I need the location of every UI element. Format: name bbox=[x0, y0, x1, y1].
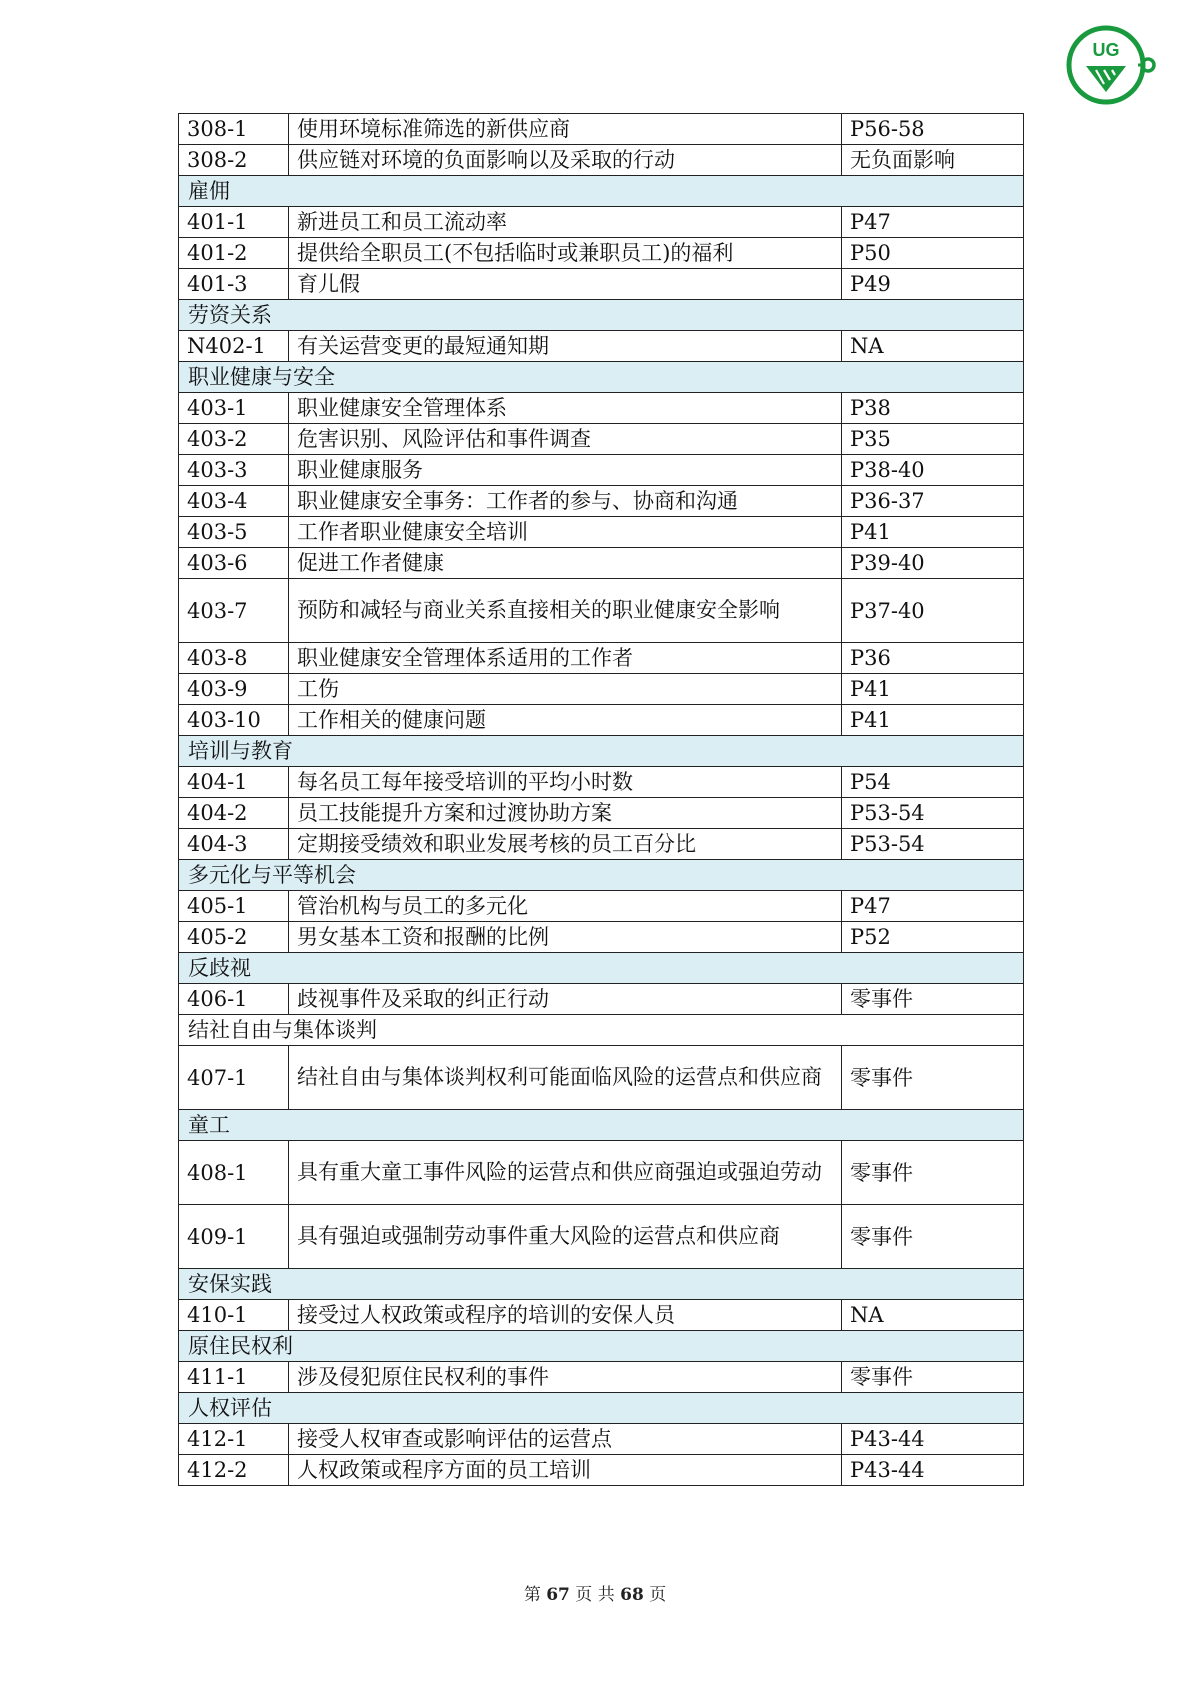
gri-index-table bbox=[178, 113, 1024, 1486]
footer-page-number: 67 bbox=[546, 1585, 570, 1605]
indicator-description: 职业健康安全管理体系 bbox=[289, 393, 842, 424]
indicator-code: 401-2 bbox=[179, 238, 289, 269]
page-reference: P52 bbox=[842, 922, 1024, 953]
footer-total-pages: 68 bbox=[620, 1585, 644, 1605]
section-row bbox=[179, 860, 1024, 891]
page-reference: P41 bbox=[842, 517, 1024, 548]
section-title: 原住民权利 bbox=[179, 1331, 1024, 1362]
indicator-description: 职业健康服务 bbox=[289, 455, 842, 486]
indicator-code: 410-1 bbox=[179, 1300, 289, 1331]
indicator-description: 定期接受绩效和职业发展考核的员工百分比 bbox=[289, 829, 842, 860]
page-reference: P36 bbox=[842, 643, 1024, 674]
indicator-code: 405-2 bbox=[179, 922, 289, 953]
indicator-description: 具有重大童工事件风险的运营点和供应商强迫或强迫劳动 bbox=[289, 1141, 842, 1205]
table-row bbox=[179, 1205, 1024, 1269]
footer-prefix: 第 bbox=[523, 1585, 541, 1605]
table-row bbox=[179, 517, 1024, 548]
indicator-description: 职业健康安全管理体系适用的工作者 bbox=[289, 643, 842, 674]
table-row bbox=[179, 643, 1024, 674]
indicator-code: 409-1 bbox=[179, 1205, 289, 1269]
section-row bbox=[179, 176, 1024, 207]
table-row bbox=[179, 984, 1024, 1015]
table-row bbox=[179, 1362, 1024, 1393]
indicator-description: 男女基本工资和报酬的比例 bbox=[289, 922, 842, 953]
indicator-code: 403-3 bbox=[179, 455, 289, 486]
page-reference: 零事件 bbox=[842, 1362, 1024, 1393]
indicator-description: 人权政策或程序方面的员工培训 bbox=[289, 1455, 842, 1486]
indicator-description: 工作者职业健康安全培训 bbox=[289, 517, 842, 548]
page-reference: P43-44 bbox=[842, 1424, 1024, 1455]
table-row bbox=[179, 1424, 1024, 1455]
table-row bbox=[179, 331, 1024, 362]
indicator-code: 403-5 bbox=[179, 517, 289, 548]
footer-suffix: 页 bbox=[649, 1585, 667, 1605]
indicator-description: 每名员工每年接受培训的平均小时数 bbox=[289, 767, 842, 798]
table-row bbox=[179, 393, 1024, 424]
indicator-code: 308-1 bbox=[179, 114, 289, 145]
table-row bbox=[179, 1046, 1024, 1110]
indicator-code: 408-1 bbox=[179, 1141, 289, 1205]
table-row bbox=[179, 455, 1024, 486]
page-reference: 零事件 bbox=[842, 1046, 1024, 1110]
indicator-description: 员工技能提升方案和过渡协助方案 bbox=[289, 798, 842, 829]
indicator-description: 歧视事件及采取的纠正行动 bbox=[289, 984, 842, 1015]
table-row bbox=[179, 269, 1024, 300]
table-row bbox=[179, 829, 1024, 860]
table-row bbox=[179, 486, 1024, 517]
page-reference: NA bbox=[842, 331, 1024, 362]
section-title: 安保实践 bbox=[179, 1269, 1024, 1300]
page-reference: 零事件 bbox=[842, 1205, 1024, 1269]
section-title: 人权评估 bbox=[179, 1393, 1024, 1424]
indicator-code: 403-2 bbox=[179, 424, 289, 455]
indicator-code: 403-9 bbox=[179, 674, 289, 705]
indicator-code: 404-2 bbox=[179, 798, 289, 829]
indicator-code: 406-1 bbox=[179, 984, 289, 1015]
section-row bbox=[179, 1110, 1024, 1141]
section-row bbox=[179, 1269, 1024, 1300]
page-reference: P49 bbox=[842, 269, 1024, 300]
footer-middle: 页 共 bbox=[575, 1585, 615, 1605]
table-row bbox=[179, 674, 1024, 705]
indicator-description: 促进工作者健康 bbox=[289, 548, 842, 579]
indicator-description: 管治机构与员工的多元化 bbox=[289, 891, 842, 922]
table-row bbox=[179, 579, 1024, 643]
page-reference: P38 bbox=[842, 393, 1024, 424]
table-row bbox=[179, 207, 1024, 238]
indicator-code: 412-2 bbox=[179, 1455, 289, 1486]
section-title: 雇佣 bbox=[179, 176, 1024, 207]
table-row bbox=[179, 891, 1024, 922]
section-title: 结社自由与集体谈判 bbox=[179, 1015, 1024, 1046]
indicator-description: 提供给全职员工(不包括临时或兼职员工)的福利 bbox=[289, 238, 842, 269]
section-row bbox=[179, 1331, 1024, 1362]
section-title: 职业健康与安全 bbox=[179, 362, 1024, 393]
page-reference: 零事件 bbox=[842, 1141, 1024, 1205]
section-row bbox=[179, 362, 1024, 393]
indicator-description: 涉及侵犯原住民权利的事件 bbox=[289, 1362, 842, 1393]
page-reference: P43-44 bbox=[842, 1455, 1024, 1486]
indicator-code: 401-1 bbox=[179, 207, 289, 238]
gri-index-table-body bbox=[179, 114, 1024, 1486]
indicator-description: 接受人权审查或影响评估的运营点 bbox=[289, 1424, 842, 1455]
indicator-code: 403-7 bbox=[179, 579, 289, 643]
indicator-description: 职业健康安全事务：工作者的参与、协商和沟通 bbox=[289, 486, 842, 517]
section-row bbox=[179, 1393, 1024, 1424]
page-reference: P39-40 bbox=[842, 548, 1024, 579]
table-row bbox=[179, 922, 1024, 953]
indicator-code: 405-1 bbox=[179, 891, 289, 922]
indicator-description: 有关运营变更的最短通知期 bbox=[289, 331, 842, 362]
indicator-code: 403-8 bbox=[179, 643, 289, 674]
page-reference: P36-37 bbox=[842, 486, 1024, 517]
company-logo bbox=[1064, 22, 1160, 108]
page-reference: P53-54 bbox=[842, 798, 1024, 829]
indicator-description: 结社自由与集体谈判权利可能面临风险的运营点和供应商 bbox=[289, 1046, 842, 1110]
indicator-description: 工伤 bbox=[289, 674, 842, 705]
indicator-code: 403-10 bbox=[179, 705, 289, 736]
section-title: 培训与教育 bbox=[179, 736, 1024, 767]
section-row bbox=[179, 300, 1024, 331]
page-reference: P53-54 bbox=[842, 829, 1024, 860]
page-reference: P54 bbox=[842, 767, 1024, 798]
logo-text: UG bbox=[1092, 40, 1120, 60]
table-row bbox=[179, 1455, 1024, 1486]
indicator-description: 使用环境标准筛选的新供应商 bbox=[289, 114, 842, 145]
page-reference: P41 bbox=[842, 705, 1024, 736]
indicator-description: 育儿假 bbox=[289, 269, 842, 300]
table-row bbox=[179, 114, 1024, 145]
table-row bbox=[179, 1300, 1024, 1331]
table-row bbox=[179, 767, 1024, 798]
indicator-code: 308-2 bbox=[179, 145, 289, 176]
page-footer bbox=[0, 1580, 1190, 1605]
indicator-code: 404-1 bbox=[179, 767, 289, 798]
indicator-code: 404-3 bbox=[179, 829, 289, 860]
table-row bbox=[179, 145, 1024, 176]
indicator-description: 工作相关的健康问题 bbox=[289, 705, 842, 736]
section-title: 多元化与平等机会 bbox=[179, 860, 1024, 891]
indicator-code: 412-1 bbox=[179, 1424, 289, 1455]
indicator-description: 危害识别、风险评估和事件调查 bbox=[289, 424, 842, 455]
table-row bbox=[179, 238, 1024, 269]
page-reference: P35 bbox=[842, 424, 1024, 455]
indicator-description: 新进员工和员工流动率 bbox=[289, 207, 842, 238]
page-reference: 零事件 bbox=[842, 984, 1024, 1015]
page-reference: P37-40 bbox=[842, 579, 1024, 643]
table-row bbox=[179, 548, 1024, 579]
page-reference: P47 bbox=[842, 207, 1024, 238]
section-row bbox=[179, 953, 1024, 984]
page-reference: P47 bbox=[842, 891, 1024, 922]
table-row bbox=[179, 798, 1024, 829]
indicator-description: 预防和减轻与商业关系直接相关的职业健康安全影响 bbox=[289, 579, 842, 643]
page-reference: P50 bbox=[842, 238, 1024, 269]
indicator-code: 401-3 bbox=[179, 269, 289, 300]
section-title: 童工 bbox=[179, 1110, 1024, 1141]
table-row bbox=[179, 705, 1024, 736]
table-row bbox=[179, 424, 1024, 455]
indicator-description: 供应链对环境的负面影响以及采取的行动 bbox=[289, 145, 842, 176]
page-reference: NA bbox=[842, 1300, 1024, 1331]
section-title: 反歧视 bbox=[179, 953, 1024, 984]
page-reference: 无负面影响 bbox=[842, 145, 1024, 176]
page-reference: P38-40 bbox=[842, 455, 1024, 486]
page-reference: P56-58 bbox=[842, 114, 1024, 145]
indicator-code: 403-6 bbox=[179, 548, 289, 579]
section-row bbox=[179, 1015, 1024, 1046]
indicator-description: 接受过人权政策或程序的培训的安保人员 bbox=[289, 1300, 842, 1331]
table-row bbox=[179, 1141, 1024, 1205]
indicator-code: 411-1 bbox=[179, 1362, 289, 1393]
indicator-code: 403-1 bbox=[179, 393, 289, 424]
section-row bbox=[179, 736, 1024, 767]
indicator-code: N402-1 bbox=[179, 331, 289, 362]
indicator-description: 具有强迫或强制劳动事件重大风险的运营点和供应商 bbox=[289, 1205, 842, 1269]
section-title: 劳资关系 bbox=[179, 300, 1024, 331]
page-reference: P41 bbox=[842, 674, 1024, 705]
indicator-code: 403-4 bbox=[179, 486, 289, 517]
indicator-code: 407-1 bbox=[179, 1046, 289, 1110]
